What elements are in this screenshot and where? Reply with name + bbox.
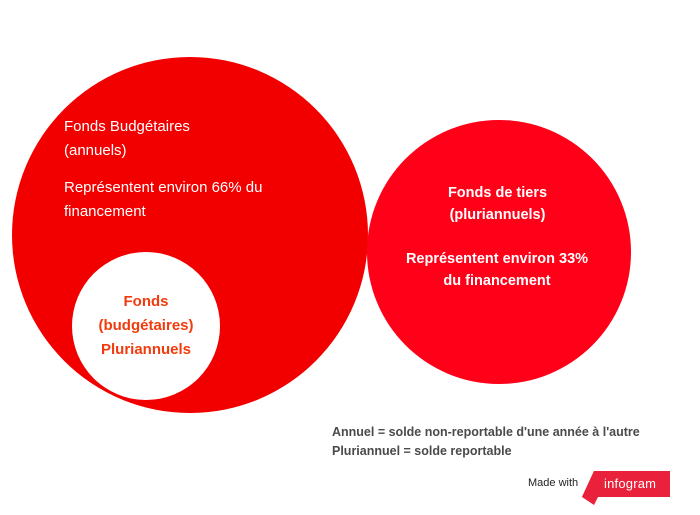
third-party-funds-share-line1: Représentent environ 33%: [405, 251, 589, 267]
made-with-label: Made with: [528, 477, 579, 489]
third-party-funds-share-line2: du financement: [443, 273, 551, 289]
multiyear-budget-line3: Pluriannuels: [100, 341, 192, 358]
third-party-funds-title: [395, 182, 600, 226]
annual-funds-share: [64, 176, 304, 224]
annual-funds-share-line2: financement: [64, 203, 146, 220]
infogram-logo-text: infogram: [604, 476, 657, 491]
annual-funds-title-line2: (annuels): [64, 142, 127, 159]
note-multiyear: Pluriannuel = solde reportable: [332, 444, 512, 458]
annual-funds-title-line1: Fonds Budgétaires: [64, 118, 190, 135]
multiyear-budget-line1: Fonds: [123, 293, 169, 310]
infogram-logo-link[interactable]: [582, 471, 670, 505]
third-party-funds-title-line1: Fonds de tiers: [447, 185, 548, 201]
multiyear-budget-label: [72, 290, 220, 362]
annual-funds-share-line1: Représentent environ 66% du: [64, 179, 263, 196]
legend-notes: [332, 423, 640, 461]
note-annual: Annuel = solde non-reportable d'une année à l'autre: [332, 425, 640, 439]
multiyear-budget-line2: (budgétaires): [98, 317, 194, 334]
third-party-funds-share: [397, 248, 597, 292]
annual-funds-title: [64, 115, 314, 163]
third-party-funds-title-line2: (pluriannuels): [449, 207, 546, 223]
